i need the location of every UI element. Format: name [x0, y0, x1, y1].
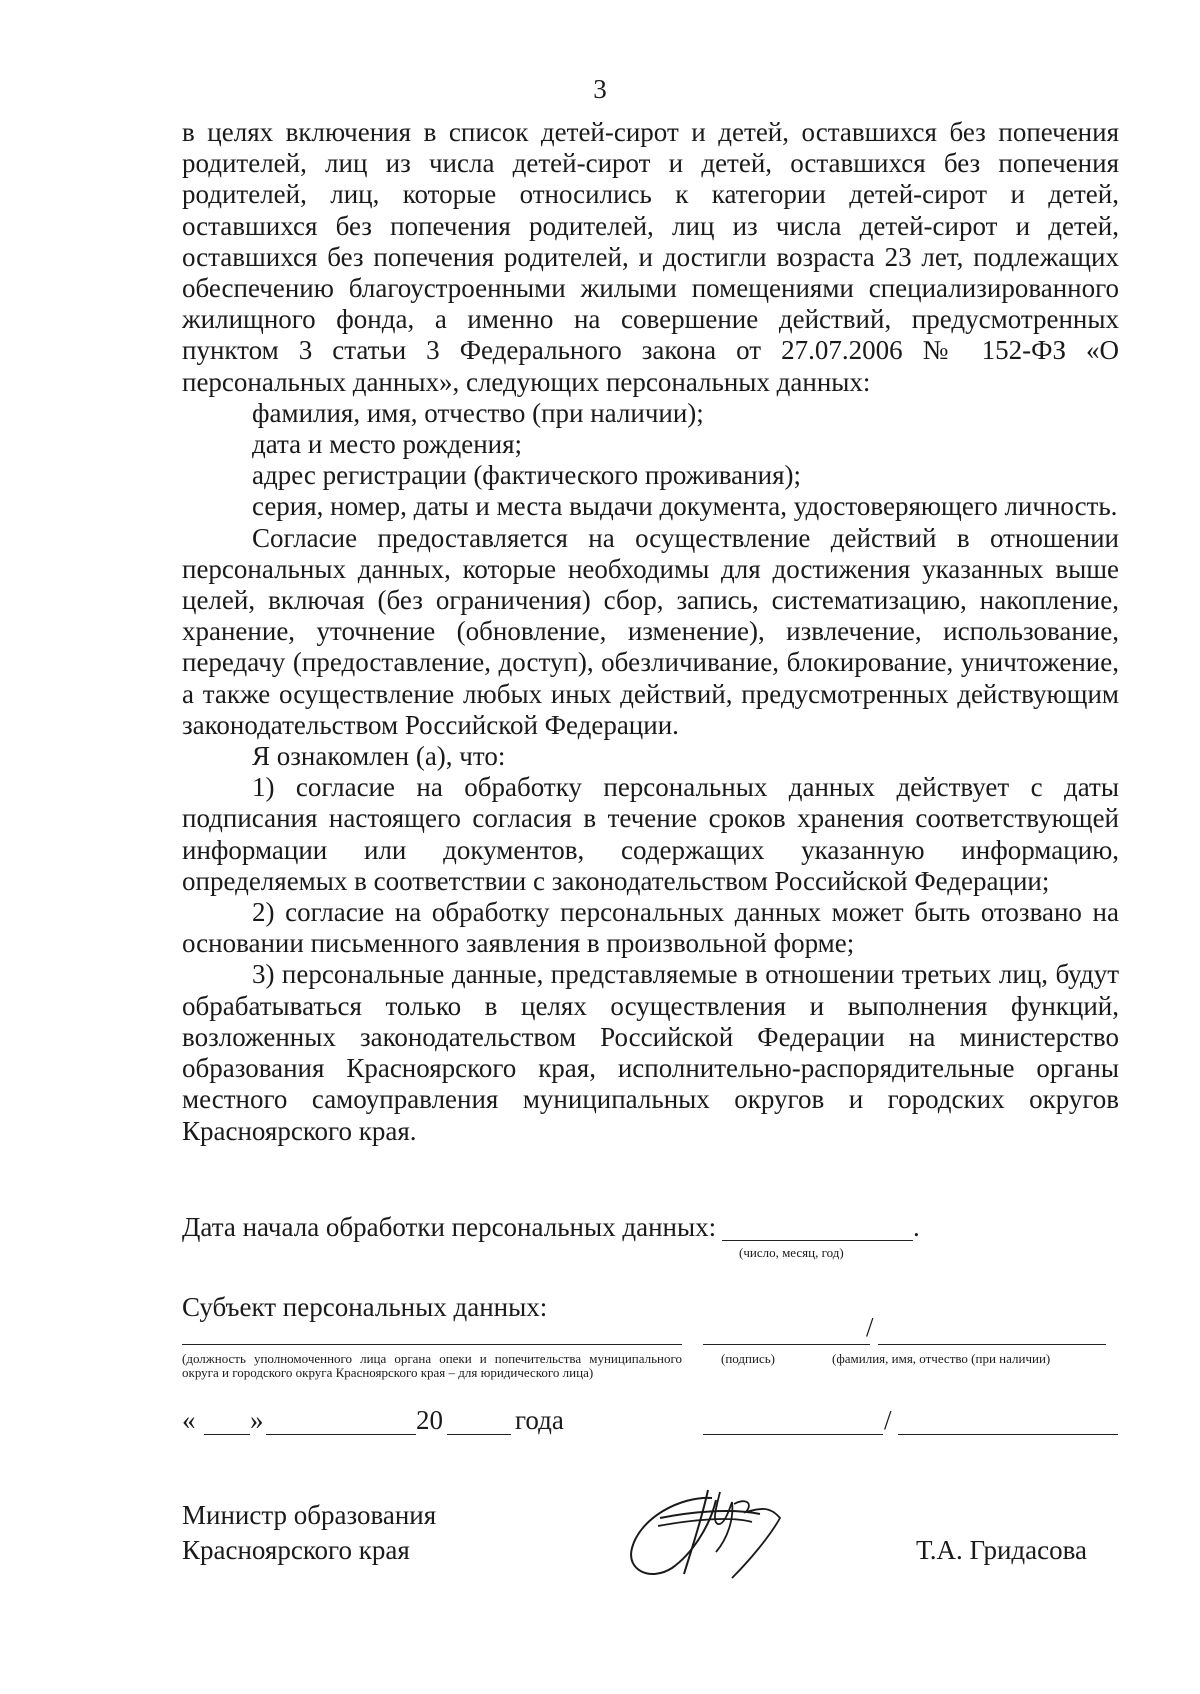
- year-field[interactable]: [447, 1434, 511, 1435]
- name-field-2[interactable]: [898, 1434, 1118, 1435]
- list-item: фамилия, имя, отчество (при наличии);: [252, 397, 704, 428]
- signature-field-2[interactable]: [703, 1434, 883, 1435]
- signatory-title-line1: Министр образования: [182, 1500, 437, 1530]
- signature-image: [620, 1478, 800, 1588]
- name-caption: (фамилия, имя, отчество (при наличии): [832, 1351, 1051, 1366]
- year-word: года: [515, 1405, 564, 1435]
- date-open-quote: «: [182, 1405, 196, 1435]
- list-item: 2) согласие на обработку персональных данных может быть отозвано на основании письменного заявления в произвольной форме;: [182, 897, 1119, 959]
- slash-separator: /: [866, 1312, 874, 1342]
- date-close-quote: »: [250, 1405, 264, 1435]
- signature-field[interactable]: [703, 1344, 870, 1345]
- page-number: 3: [593, 74, 607, 104]
- list-item: 3) персональные данные, представляемые в отношении третьих лиц, будут обрабатываться только в целях осуществления и выполнения функций, возложенных законодательством Российской Федерации на министерство образования Красноярского края, исполнительно-распорядительные органы местного самоуправления муниципальных округов и городских округов Красноярского края.: [182, 959, 1119, 1146]
- paragraph-acknowledgement: Я ознакомлен (а), что:: [252, 741, 506, 772]
- subject-label: Субъект персональных данных:: [182, 1292, 548, 1322]
- list-item: серия, номер, даты и места выдачи документа, удостоверяющего личность.: [252, 491, 1118, 522]
- list-item: дата и место рождения;: [252, 429, 523, 460]
- date-start-label: Дата начала обработки персональных данных:: [182, 1212, 717, 1242]
- document-body: [182, 117, 1119, 1147]
- slash-separator-2: /: [884, 1405, 892, 1435]
- list-item: 1) согласие на обработку персональных данных действует с даты подписания настоящего согласия в течение сроков хранения соответствующей информации или документов, содержащих указанную информацию, определяемых в соответствии с законодательством Российской Федерации;: [182, 772, 1119, 896]
- date-start-period: .: [913, 1212, 920, 1242]
- day-field[interactable]: [204, 1434, 250, 1435]
- position-field[interactable]: [182, 1344, 682, 1345]
- date-start-field[interactable]: [722, 1240, 913, 1241]
- signatory-name: Т.А. Гридасова: [916, 1535, 1087, 1565]
- month-field[interactable]: [266, 1434, 416, 1435]
- paragraph-purpose: в целях включения в список детей-сирот и детей, оставшихся без попечения родителей, лиц из числа детей-сирот и детей, оставшихся без попечения родителей, лиц, которые относились к категории детей-сирот и детей, оставшихся без попечения родителей, лиц из числа детей-сирот и детей, оставшихся без попечения родителей, и достигли возраста 23 лет, подлежащих обеспечению благоустроенными жилыми помещениями специализированного жилищного фонда, а именно на совершение действий, предусмотренных пунктом 3 статьи 3 Федерального закона от 27.07.2006 № 152-ФЗ «О персональных данных», следующих персональных данных:: [182, 117, 1119, 397]
- position-caption: (должность уполномоченного лица органа опеки и попечительства муниципального округа и городского округа Красноярского края – для юридического лица): [182, 1351, 682, 1380]
- signature-caption: (подпись): [721, 1351, 775, 1366]
- year-prefix: 20: [416, 1405, 443, 1435]
- signatory-title-line2: Красноярского края: [182, 1535, 410, 1565]
- name-field[interactable]: [878, 1344, 1106, 1345]
- list-item: адрес регистрации (фактического проживания);: [252, 460, 801, 491]
- paragraph-consent-scope: Согласие предоставляется на осуществление действий в отношении персональных данных, которые необходимы для достижения указанных выше целей, включая (без ограничения) сбор, запись, систематизацию, накопление, хранение, уточнение (обновление, изменение), извлечение, использование, передачу (предоставление, доступ), обезличивание, блокирование, уничтожение, а также осуществление любых иных действий, предусмотренных действующим законодательством Российской Федерации.: [182, 522, 1119, 740]
- date-start-caption: (число, месяц, год): [739, 1245, 844, 1260]
